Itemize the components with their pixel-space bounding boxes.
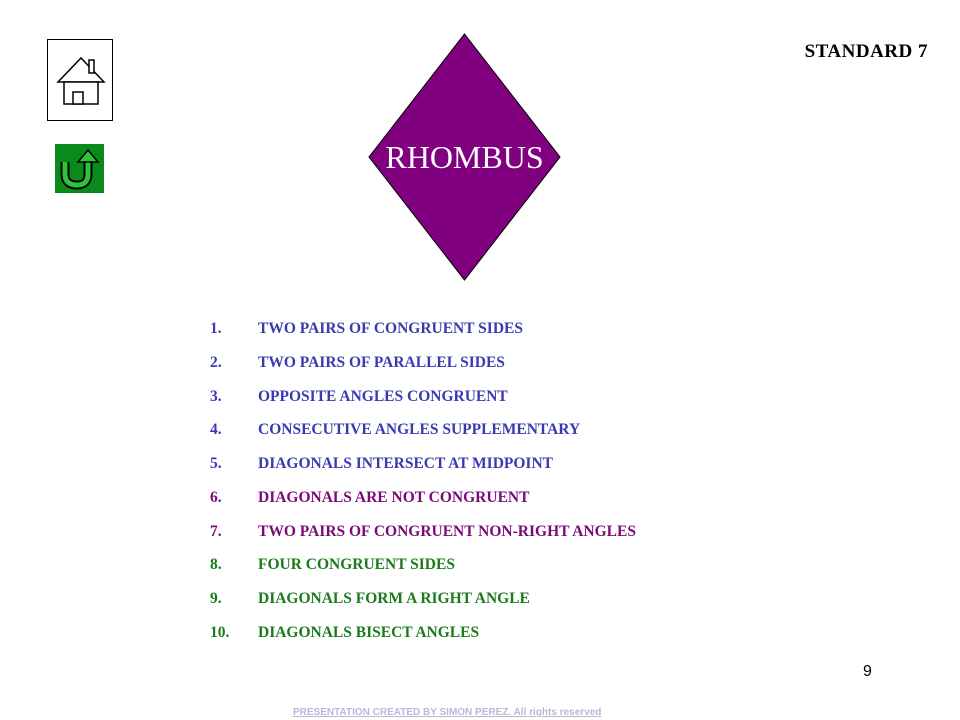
property-item <box>210 420 636 454</box>
home-button[interactable] <box>47 39 113 121</box>
property-text: TWO PAIRS OF PARALLEL SIDES <box>258 353 505 371</box>
property-number: 7. <box>210 522 222 540</box>
property-text: FOUR CONGRUENT SIDES <box>258 556 455 574</box>
property-item <box>210 319 636 353</box>
standard-label: STANDARD 7 <box>804 41 928 62</box>
property-text: DIAGONALS ARE NOT CONGRUENT <box>258 488 530 506</box>
property-text: DIAGONALS BISECT ANGLES <box>258 623 480 641</box>
property-item <box>210 623 636 657</box>
property-item <box>210 387 636 421</box>
property-text: DIAGONALS FORM A RIGHT ANGLE <box>258 590 530 607</box>
properties-list <box>210 319 636 657</box>
credit-link[interactable]: PRESENTATION CREATED BY SIMON PEREZ. All rights reserved <box>293 707 602 718</box>
property-item <box>210 353 636 387</box>
property-item <box>210 589 636 623</box>
property-number: 3. <box>210 387 222 405</box>
property-text: OPPOSITE ANGLES CONGRUENT <box>258 387 508 405</box>
property-text: TWO PAIRS OF CONGRUENT SIDES <box>258 320 523 337</box>
property-item <box>210 454 636 488</box>
property-item <box>210 555 636 589</box>
property-number: 2. <box>210 353 222 371</box>
property-text: CONSECUTIVE ANGLES SUPPLEMENTARY <box>258 421 581 439</box>
house-icon <box>48 40 114 122</box>
property-item <box>210 488 636 522</box>
back-button[interactable] <box>55 144 104 193</box>
property-number: 1. <box>210 320 222 337</box>
property-number: 5. <box>210 455 222 472</box>
u-turn-arrow-icon <box>55 144 104 193</box>
property-number: 6. <box>210 488 222 506</box>
property-number: 9. <box>210 590 222 607</box>
rhombus-label: RHOMBUS <box>385 139 544 175</box>
property-number: 8. <box>210 556 222 574</box>
property-number: 10. <box>210 623 230 641</box>
property-item <box>210 522 636 556</box>
page-number: 9 <box>863 663 872 680</box>
property-text: TWO PAIRS OF CONGRUENT NON-RIGHT ANGLES <box>258 522 636 540</box>
property-text: DIAGONALS INTERSECT AT MIDPOINT <box>258 455 553 472</box>
property-number: 4. <box>210 421 222 439</box>
